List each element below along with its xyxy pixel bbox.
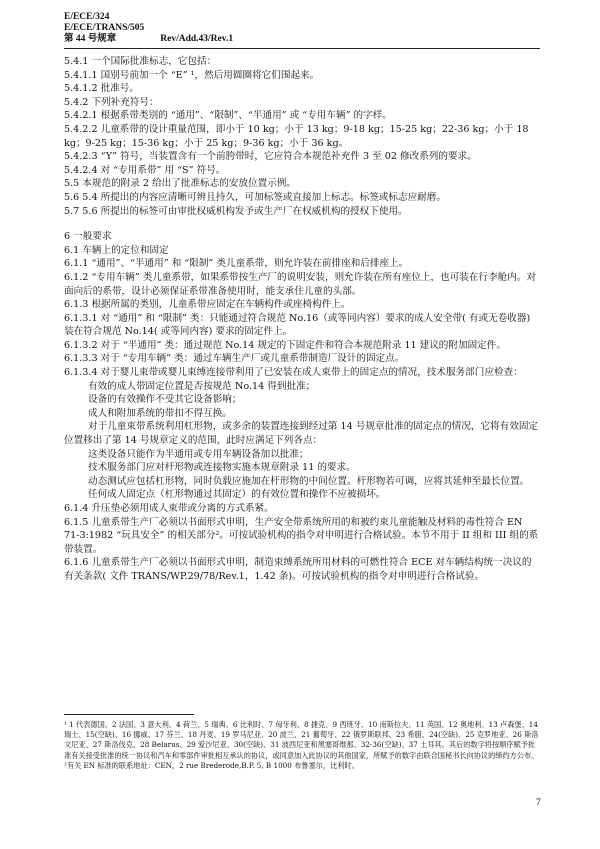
- check-item-1: 有效的成人带固定位置是否按规范 No.14 得到批准；: [88, 380, 316, 392]
- footnote-2: ²有关 EN 标准的联系地址：CEN，2 rue Brederode,B.P. 5, B 1000 布鲁塞尔，比利时。: [64, 760, 359, 770]
- para-5-6: 5.6 5.4 所提出的内容应清晰可辨且持久，可加标签或直接加上标志。标签或标志应耐磨。: [64, 191, 446, 203]
- para-5-7: 5.7 5.6 所提出的标签可由审批权威机构发予或生产厂在权威机构的授权下使用。: [64, 205, 408, 217]
- doc-symbol-2: E/ECE/TRANS/505: [64, 23, 145, 33]
- page-number: 7: [536, 798, 541, 808]
- para-6-1-3-3: 6.1.3.3 对于 “专用车辆” 类：通过车辆生产厂或儿童系带制造厂设计的固定点。: [64, 353, 405, 365]
- tail-item-1: 这类设备只能作为半通用或专用车辆设备加以批准；: [88, 448, 309, 460]
- footnotes: [64, 720, 540, 771]
- section-6-heading: 6 一般要求: [64, 231, 112, 243]
- para-6-1: 6.1 车辆上的定位和固定: [64, 244, 169, 256]
- para-6-1-5: 6.1.5 儿童系带生产厂必须以书面形式申明，生产安全带系统所用的和被约束儿童能触及材料的毒性符合 EN 71-3:1982 “玩具安全” 的相关部分²。可按试验机构的指令对申明进行合格试验。本节不用于 II 组和 III 组的系带装置。: [64, 516, 539, 555]
- para-5-4-2-1: 5.4.2.1 根据系带类别的 “通用”、“限制”、“半通用” 或 “专用车辆” 的字样。: [64, 110, 392, 122]
- header-rule: [64, 48, 540, 49]
- para-5-4-2: 5.4.2 下列补充符号：: [64, 96, 159, 108]
- tail-para-2: 动态测试应包括杠形物，同时负载应施加在杆形物的中间位置。杆形物若可调，应将其延伸至最长位置。: [88, 475, 530, 487]
- para-6-1-3-4: 6.1.3.4 对于婴儿束带或婴儿束缚连接带利用了已安装在成人束带上的固定点的情况，技术服务部门应检查：: [64, 367, 523, 379]
- doc-symbol-3: [64, 34, 233, 45]
- doc-symbol-1: E/ECE/324: [64, 12, 110, 22]
- check-item-3: 成人和附加系统的带扣不得互换。: [88, 407, 232, 419]
- para-5-4-2-4: 5.4.2.4 对 “专用系带” 用 “S” 符号。: [64, 164, 226, 176]
- para-6-1-4: 6.1.4 升压垫必须用成人束带或分离的方式系紧。: [64, 503, 274, 514]
- revision-number: Rev/Add.43/Rev.1: [160, 34, 234, 44]
- para-6-1-3: 6.1.3 根据所属的类别，儿童系带应固定在车辆构件或座椅构件上。: [64, 299, 351, 311]
- para-5-4-2-2: 5.4.2.2 儿童系带的设计重量范围，即小于 10 kg；小于 13 kg；9-18 kg；15-25 kg；22-36 kg；小于 18 kg；9-25 kg；15-36 kg；小于 25 kg；9-36 kg；小于 36 kg。: [64, 123, 529, 149]
- para-5-4-2-3: 5.4.2.3 “Y” 符号，当装置含有一个前胯带时，它应符合本规范补充件 3 至 02 修改系列的要求。: [64, 151, 477, 163]
- para-5-5: 5.5 本规范的附录 2 给出了批准标志的安放位置示例。: [64, 178, 296, 190]
- document-body: [64, 55, 540, 584]
- para-6-1-3-1: 6.1.3.1 对 “通用” 和 “限制” 类：只能通过符合规范 No.16（或等同内容）要求的成人安全带( 有或无卷收器) 装在符合规范 No.14( 或等同内容) 要求的固定件上。: [64, 312, 531, 338]
- para-5-4-1: 5.4.1 一个国际批准标志，它包括：: [64, 56, 217, 67]
- check-item-2: 设备的有效操作不受其它设备影响；: [88, 394, 242, 406]
- para-5-4-1-1: 5.4.1.1 国别号前加一个 “E” ¹，然后用圆圈将它们围起来。: [64, 69, 320, 81]
- tail-para-3: 任何成人固定点（杠形物通过其固定）的有效位置和操作不应被损坏。: [88, 489, 386, 501]
- para-6-1-3-2: 6.1.3.2 对于 “半通用” 类：通过规范 No.14 规定的下固定件和符合本规范附录 11 建议的附加固定件。: [64, 339, 506, 351]
- para-5-4-1-2: 5.4.1.2 批准号。: [64, 83, 139, 95]
- para-6-1-2: 6.1.2 “专用车辆” 类儿童系带，如果系带按生产厂的说明安装，则允许装在所有座位上，也可装在行李舱内。对面向后的系带，设计必须保证系带准备使用时，能支承住儿童的头部。: [64, 271, 537, 297]
- regulation-number: 第 44 号规章: [64, 34, 117, 44]
- para-6-1-1: 6.1.1 “通用”、“半通用” 和 “限制” 类儿童系带，则允许装在前排座和后排座上。: [64, 258, 409, 270]
- document-header: [64, 12, 233, 45]
- tail-para-1: 对于儿童束带系统利用杠形物，或多余的装置连接到经过第 14 号规章批准的固定点的情况，它将有效固定位置移出了第 14 号规章定义的范围，此时应满足下列各点：: [64, 421, 539, 447]
- footnote-1: ¹ 1 代表德国、2 法国、3 意大利、4 荷兰、5 瑞典、6 比利时、7 匈牙利、8 捷克、9 西班牙、10 南斯拉夫、11 英国、12 奥地利、13 卢森堡、14 瑞士、15(空缺)、16 挪威、17 芬兰、18 丹麦、19 罗马尼亚、20 波兰、21 葡萄牙、22 俄罗斯联邦、23 希腊、24(空缺)、25 克罗地亚、26 斯洛文尼亚、27 斯洛伐克、28 Belarus、29 爱沙尼亚、30(空缺)、31 波西尼亚和黑塞哥维那、32-36(空缺)、37 土耳其。其后的数字将按顺序赋予批准有关接受批准的统一协议和汽车和零部件审批相互承认的协议，或同意加入此协议的其他国家，所赋予的数字由联合国秘书长向协议的缔约方公布。: [64, 720, 539, 760]
- footnote-rule: [64, 714, 194, 715]
- para-6-1-6: 6.1.6 儿童系带生产厂必须以书面形式申明，制造束缚系统所用材料的可燃性符合 ECE 对车辆结构统一决议的有关条款( 文件 TRANS/WP.29/78/Rev.1，1.42 条)。可按试验机构的指令对申明进行合格试验。: [64, 557, 532, 582]
- tail-item-2: 技术服务部门应对杆形物或连接物实施本规章附录 11 的要求。: [88, 462, 356, 474]
